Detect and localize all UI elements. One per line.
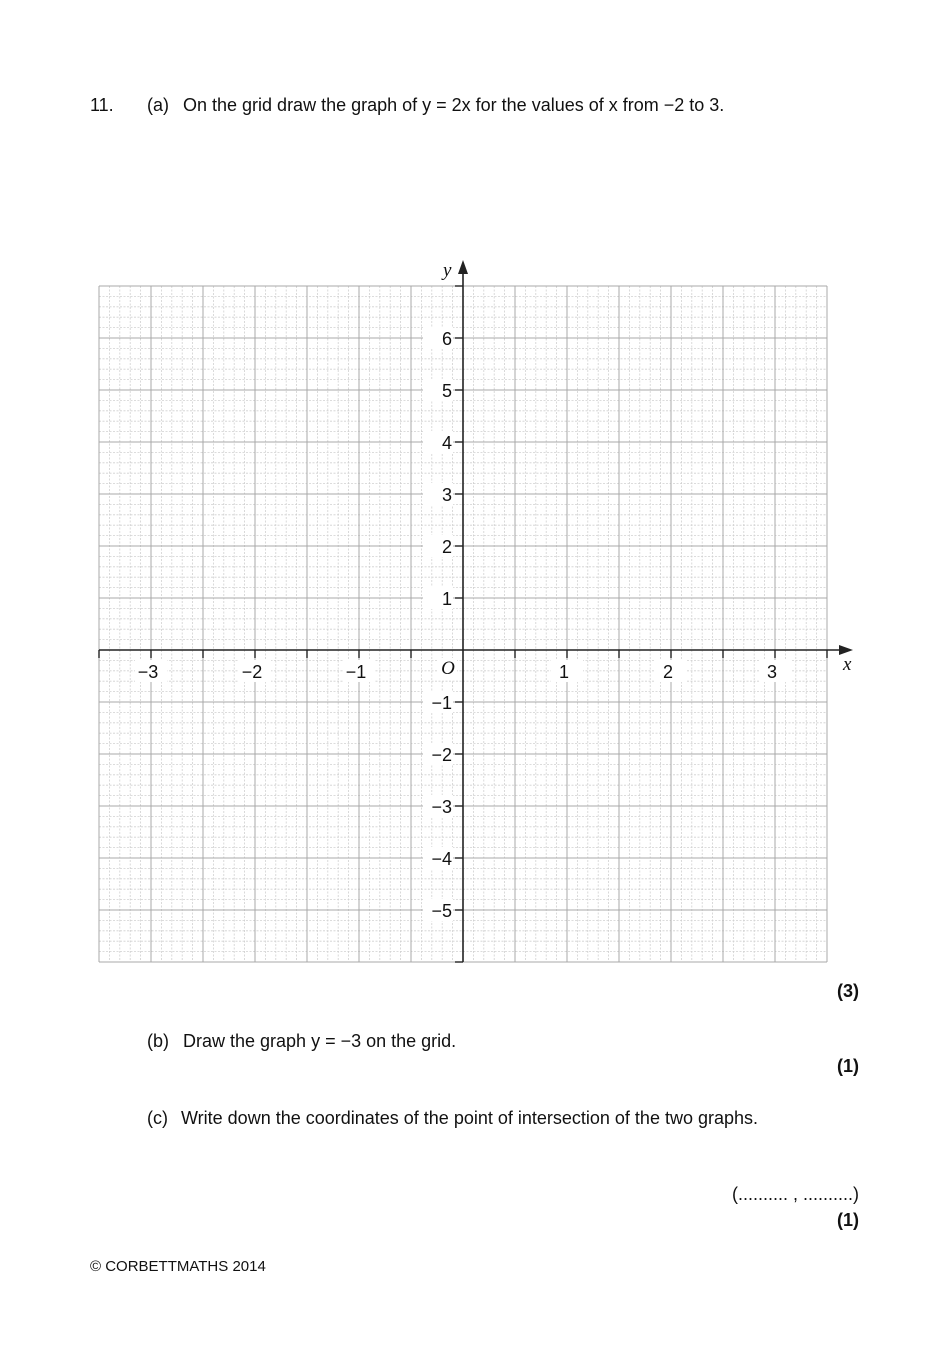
x-tick-label: 3 <box>766 662 778 682</box>
y-tick-label: 1 <box>441 589 452 609</box>
x-tick-label: −1 <box>345 662 367 682</box>
part-b-label: (b) <box>147 1031 169 1051</box>
answer-line[interactable]: (.......... , ..........) <box>731 1184 859 1204</box>
x-axis-label: x <box>843 654 852 675</box>
origin-label: O <box>441 658 455 679</box>
x-tick-label: −2 <box>241 662 263 682</box>
axes <box>99 260 853 962</box>
y-tick-label: 2 <box>441 537 452 557</box>
y-tick-label: −3 <box>431 797 452 817</box>
part-a-text: On the grid draw the graph of y = 2x for the values of x from −2 to 3. <box>183 95 725 115</box>
y-tick-label: 3 <box>441 485 452 505</box>
part-a-label: (a) <box>147 95 169 115</box>
y-tick-label: 4 <box>441 433 452 453</box>
x-tick-label: 2 <box>662 662 674 682</box>
part-c-text: Write down the coordinates of the point of intersection of the two graphs. <box>181 1108 759 1128</box>
copyright: © CORBETTMATHS 2014 <box>90 1258 266 1275</box>
y-tick-label: −2 <box>431 745 452 765</box>
part-b-marks: (1) <box>837 1056 859 1076</box>
question-number: 11. <box>90 95 114 115</box>
part-a-marks: (3) <box>837 981 859 1001</box>
y-tick-label: −1 <box>431 693 452 713</box>
y-tick-label: 6 <box>441 329 452 349</box>
part-c-label: (c) <box>147 1108 168 1128</box>
part-c-marks: (1) <box>837 1210 859 1230</box>
y-axis-arrow-icon <box>458 260 468 274</box>
y-axis-label: y <box>443 260 452 281</box>
y-tick-label: 5 <box>441 381 452 401</box>
x-tick-label: 1 <box>558 662 570 682</box>
x-tick-label: −3 <box>137 662 159 682</box>
part-b-text: Draw the graph y = −3 on the grid. <box>183 1031 457 1051</box>
y-tick-label: −5 <box>431 901 452 921</box>
y-tick-label: −4 <box>431 849 452 869</box>
